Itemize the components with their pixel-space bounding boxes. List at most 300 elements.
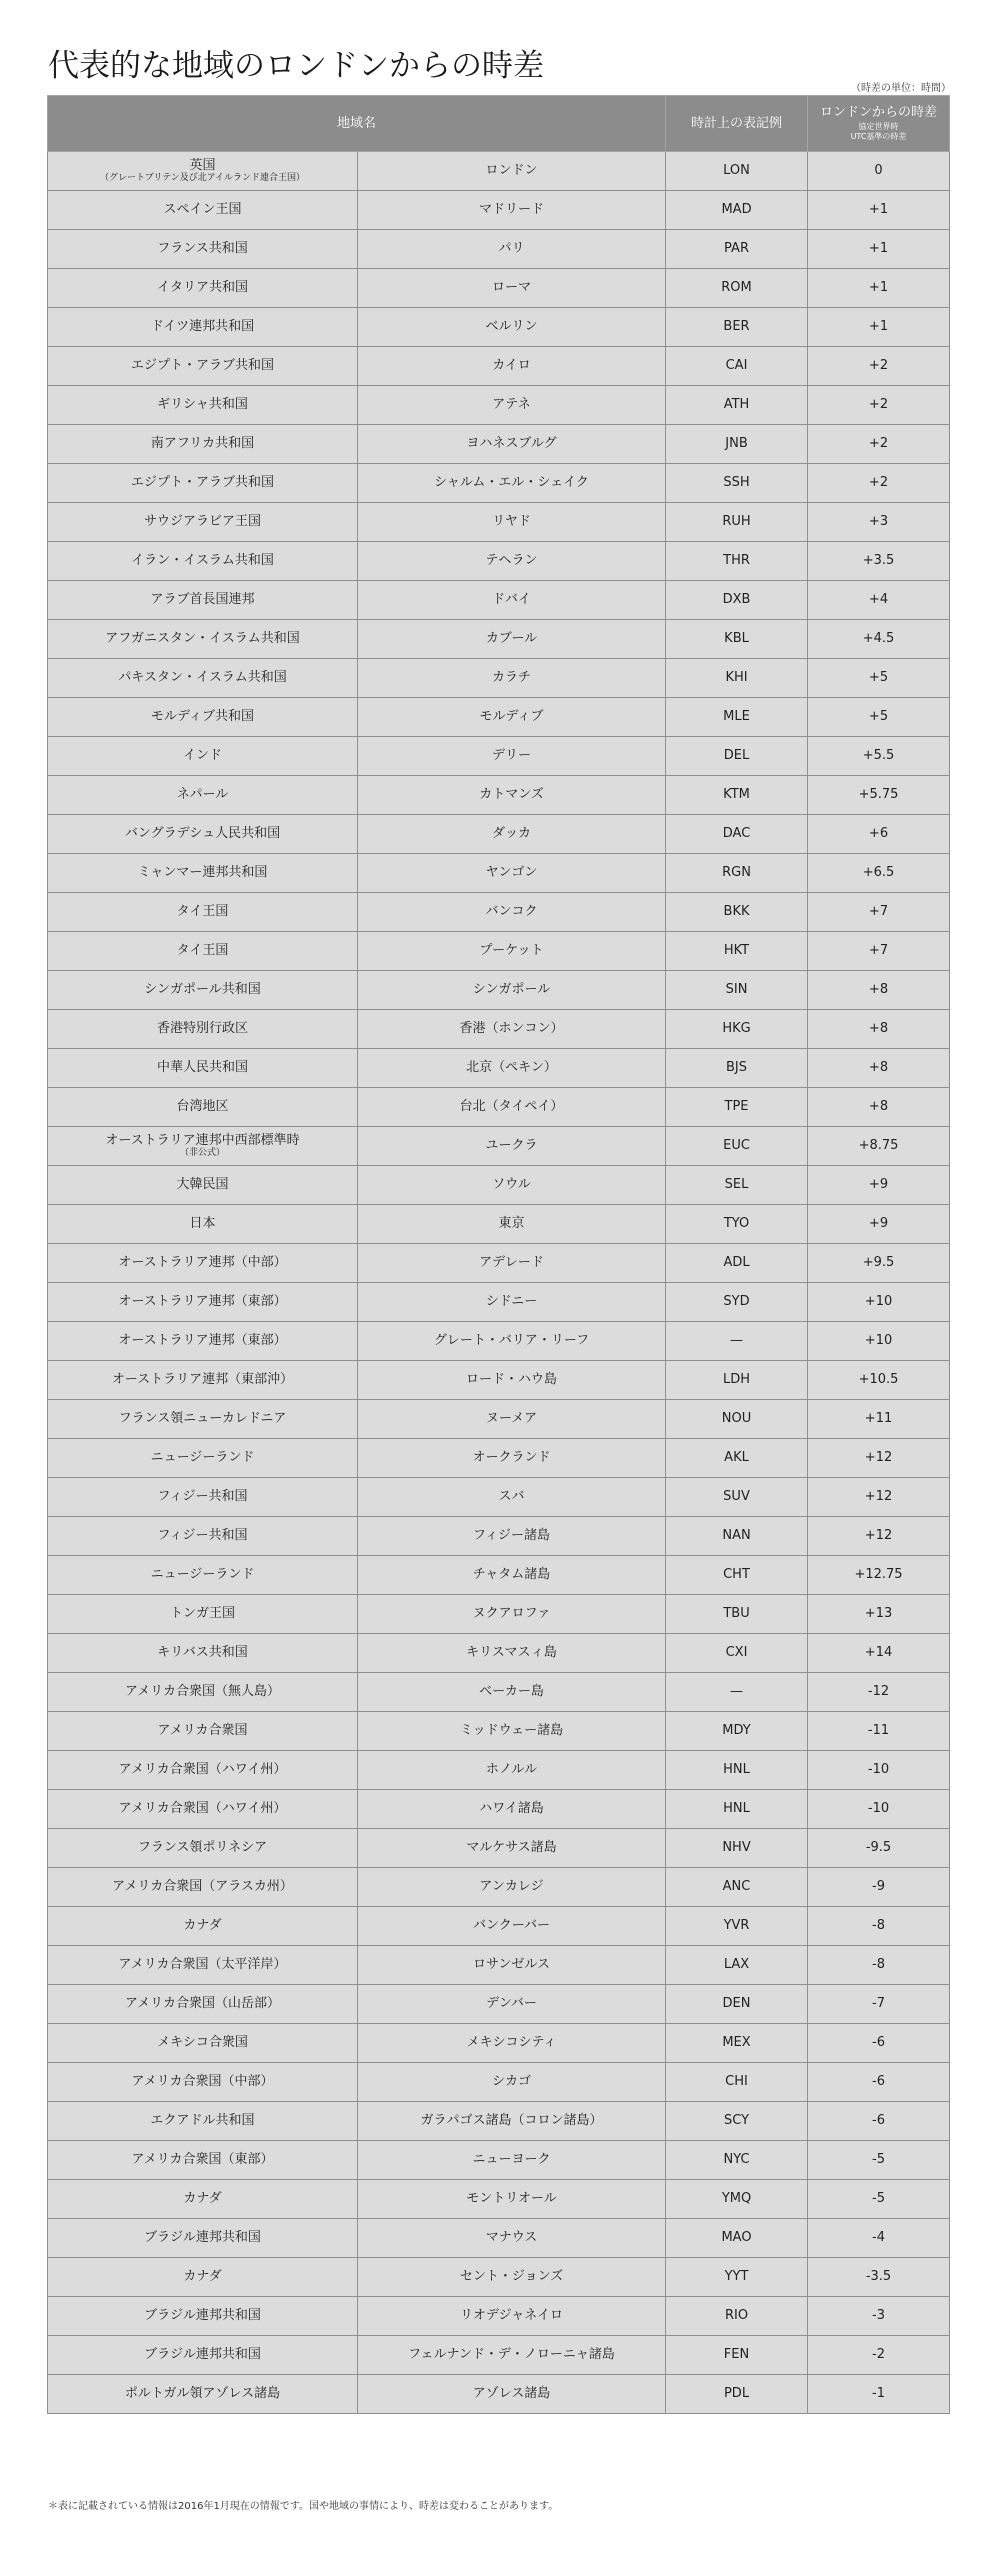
- cell-region: [48, 1400, 358, 1439]
- cell-diff: +1: [808, 191, 950, 230]
- cell-diff: +7: [808, 893, 950, 932]
- region-name: アフガニスタン・イスラム共和国: [105, 630, 300, 646]
- cell-city: ヌクアロファ: [358, 1595, 666, 1634]
- cell-diff: -12: [808, 1673, 950, 1712]
- cell-diff: -5: [808, 2141, 950, 2180]
- cell-city: デンバー: [358, 1985, 666, 2024]
- cell-diff: +3: [808, 503, 950, 542]
- cell-diff: +8.75: [808, 1127, 950, 1166]
- region-name: エクアドル共和国: [150, 2112, 255, 2128]
- table-row: [48, 2297, 950, 2336]
- cell-diff: +8: [808, 971, 950, 1010]
- region-name: 大韓民国: [176, 1176, 229, 1192]
- cell-region: [48, 1829, 358, 1868]
- cell-diff: -8: [808, 1946, 950, 1985]
- cell-region: [48, 1673, 358, 1712]
- cell-code: BER: [666, 308, 808, 347]
- cell-code: NHV: [666, 1829, 808, 1868]
- cell-diff: +9: [808, 1205, 950, 1244]
- table-row: [48, 1517, 950, 1556]
- region-name: オーストラリア連邦（東部沖）: [111, 1371, 294, 1387]
- cell-code: ADL: [666, 1244, 808, 1283]
- cell-diff: -3: [808, 2297, 950, 2336]
- cell-region: [48, 1751, 358, 1790]
- cell-region: [48, 2180, 358, 2219]
- region-name: アメリカ合衆国（山岳部）: [124, 1995, 281, 2011]
- region-name: アラブ首長国連邦: [150, 591, 255, 607]
- cell-diff: -4: [808, 2219, 950, 2258]
- cell-city: ホノルル: [358, 1751, 666, 1790]
- cell-code: KBL: [666, 620, 808, 659]
- cell-code: TBU: [666, 1595, 808, 1634]
- cell-city: オークランド: [358, 1439, 666, 1478]
- cell-city: ソウル: [358, 1166, 666, 1205]
- cell-region: [48, 1205, 358, 1244]
- region-name: オーストラリア連邦（中部）: [118, 1254, 287, 1270]
- table-row: [48, 425, 950, 464]
- cell-diff: +5.75: [808, 776, 950, 815]
- region-name: ポルトガル領アゾレス諸島: [124, 2385, 281, 2401]
- region-name: ミャンマー連邦共和国: [137, 864, 268, 880]
- cell-region: [48, 1790, 358, 1829]
- cell-diff: +5.5: [808, 737, 950, 776]
- region-name: パキスタン・イスラム共和国: [118, 669, 287, 685]
- cell-code: DEN: [666, 1985, 808, 2024]
- cell-region: [48, 854, 358, 893]
- table-row: [48, 1595, 950, 1634]
- region-name: エジプト・アラブ共和国: [130, 357, 274, 373]
- cell-code: SCY: [666, 2102, 808, 2141]
- time-difference-table: [47, 95, 950, 2414]
- region-name: タイ王国: [176, 942, 229, 958]
- cell-city: パリ: [358, 230, 666, 269]
- cell-diff: +1: [808, 230, 950, 269]
- region-name: アメリカ合衆国（ハワイ州）: [118, 1761, 287, 1777]
- cell-city: アテネ: [358, 386, 666, 425]
- table-row: [48, 698, 950, 737]
- region-name: ブラジル連邦共和国: [144, 2229, 261, 2245]
- cell-region: [48, 1946, 358, 1985]
- cell-code: TPE: [666, 1088, 808, 1127]
- cell-code: LDH: [666, 1361, 808, 1400]
- cell-region: [48, 386, 358, 425]
- cell-diff: -10: [808, 1790, 950, 1829]
- cell-diff: +12: [808, 1478, 950, 1517]
- cell-code: FEN: [666, 2336, 808, 2375]
- cell-code: KTM: [666, 776, 808, 815]
- table-row: [48, 2375, 950, 2414]
- table-row: [48, 1946, 950, 1985]
- cell-city: カブール: [358, 620, 666, 659]
- region-name: ブラジル連邦共和国: [144, 2307, 261, 2323]
- table-row: [48, 503, 950, 542]
- table-row: [48, 230, 950, 269]
- region-name: カナダ: [183, 2268, 222, 2284]
- cell-code: THR: [666, 542, 808, 581]
- table-row: [48, 1010, 950, 1049]
- region-name: ドイツ連邦共和国: [150, 318, 255, 334]
- cell-diff: -2: [808, 2336, 950, 2375]
- table-row: [48, 1361, 950, 1400]
- cell-city: 香港（ホンコン）: [358, 1010, 666, 1049]
- table-row: [48, 2063, 950, 2102]
- table-row: [48, 1868, 950, 1907]
- cell-region: [48, 1595, 358, 1634]
- cell-city: ベーカー島: [358, 1673, 666, 1712]
- table-row: [48, 1244, 950, 1283]
- region-name: ギリシャ共和国: [157, 396, 248, 412]
- cell-city: ヨハネスブルグ: [358, 425, 666, 464]
- table-row: [48, 1478, 950, 1517]
- table-row: [48, 347, 950, 386]
- region-name: アメリカ合衆国（アラスカ州）: [112, 1878, 293, 1894]
- cell-region: [48, 542, 358, 581]
- cell-city: ダッカ: [358, 815, 666, 854]
- region-name: フランス共和国: [157, 240, 248, 256]
- table-row: [48, 2141, 950, 2180]
- region-name: イタリア共和国: [156, 279, 248, 295]
- cell-diff: +10: [808, 1283, 950, 1322]
- region-name: 日本: [189, 1215, 216, 1231]
- cell-code: SSH: [666, 464, 808, 503]
- table-row: [48, 854, 950, 893]
- cell-code: HKG: [666, 1010, 808, 1049]
- table-row: [48, 1829, 950, 1868]
- cell-region: [48, 1985, 358, 2024]
- cell-code: LAX: [666, 1946, 808, 1985]
- cell-region: [48, 2219, 358, 2258]
- header-diff-sub-2: UTC基準の時差: [850, 132, 907, 142]
- region-name: 香港特別行政区: [156, 1020, 248, 1036]
- region-name: ネパール: [176, 786, 229, 802]
- cell-code: CHT: [666, 1556, 808, 1595]
- table-row: [48, 581, 950, 620]
- page-title: 代表的な地域のロンドンからの時差: [48, 48, 544, 84]
- cell-city: モルディブ: [358, 698, 666, 737]
- cell-region: [48, 620, 358, 659]
- table-row: [48, 191, 950, 230]
- region-name: シンガポール共和国: [144, 981, 261, 997]
- cell-region: [48, 425, 358, 464]
- cell-diff: +8: [808, 1088, 950, 1127]
- cell-region: [48, 1049, 358, 1088]
- cell-code: RIO: [666, 2297, 808, 2336]
- cell-city: テヘラン: [358, 542, 666, 581]
- region-name: バングラデシュ人民共和国: [124, 825, 281, 841]
- cell-region: [48, 191, 358, 230]
- table-row: [48, 776, 950, 815]
- cell-code: BJS: [666, 1049, 808, 1088]
- cell-city: ヤンゴン: [358, 854, 666, 893]
- cell-code: NAN: [666, 1517, 808, 1556]
- cell-code: DXB: [666, 581, 808, 620]
- cell-region: [48, 2141, 358, 2180]
- cell-region: [48, 230, 358, 269]
- region-name: エジプト・アラブ共和国: [130, 474, 274, 490]
- cell-region: [48, 347, 358, 386]
- cell-region: [48, 698, 358, 737]
- cell-diff: +4: [808, 581, 950, 620]
- cell-code: LON: [666, 152, 808, 191]
- cell-code: MDY: [666, 1712, 808, 1751]
- cell-code: —: [666, 1322, 808, 1361]
- table-row: [48, 1634, 950, 1673]
- cell-city: マドリード: [358, 191, 666, 230]
- cell-city: ローマ: [358, 269, 666, 308]
- table-row: [48, 737, 950, 776]
- table-row: [48, 1751, 950, 1790]
- cell-city: ロンドン: [358, 152, 666, 191]
- cell-code: DAC: [666, 815, 808, 854]
- cell-region: [48, 2258, 358, 2297]
- cell-code: CXI: [666, 1634, 808, 1673]
- region-name: 南アフリカ共和国: [150, 435, 255, 451]
- header-diff: [808, 96, 950, 152]
- table-row: [48, 386, 950, 425]
- region-name: フィジー共和国: [157, 1488, 248, 1504]
- cell-city: セント・ジョンズ: [358, 2258, 666, 2297]
- unit-note: （時差の単位：時間）: [851, 83, 951, 94]
- cell-city: リヤド: [358, 503, 666, 542]
- cell-region: [48, 1361, 358, 1400]
- cell-city: フェルナンド・デ・ノローニャ諸島: [358, 2336, 666, 2375]
- cell-code: ROM: [666, 269, 808, 308]
- table-row: [48, 2180, 950, 2219]
- cell-region: [48, 1907, 358, 1946]
- cell-code: HNL: [666, 1751, 808, 1790]
- cell-code: PAR: [666, 230, 808, 269]
- cell-diff: +10: [808, 1322, 950, 1361]
- cell-code: SUV: [666, 1478, 808, 1517]
- cell-diff: +9.5: [808, 1244, 950, 1283]
- cell-city: フィジー諸島: [358, 1517, 666, 1556]
- table-row: [48, 1205, 950, 1244]
- region-name: アメリカ合衆国（ハワイ州）: [118, 1800, 287, 1816]
- cell-diff: -6: [808, 2063, 950, 2102]
- region-name: アメリカ合衆国: [157, 1722, 248, 1738]
- region-name: カナダ: [183, 1917, 222, 1933]
- cell-city: ニューヨーク: [358, 2141, 666, 2180]
- cell-city: シンガポール: [358, 971, 666, 1010]
- cell-city: シドニー: [358, 1283, 666, 1322]
- cell-region: [48, 1478, 358, 1517]
- cell-city: ドバイ: [358, 581, 666, 620]
- table-row: [48, 2219, 950, 2258]
- table-row: [48, 971, 950, 1010]
- table-row: [48, 1985, 950, 2024]
- cell-region: [48, 1244, 358, 1283]
- cell-diff: +14: [808, 1634, 950, 1673]
- cell-code: YMQ: [666, 2180, 808, 2219]
- cell-diff: +1: [808, 308, 950, 347]
- table-row: [48, 893, 950, 932]
- cell-city: ガラパゴス諸島（コロン諸島）: [358, 2102, 666, 2141]
- header-code: 時計上の表記例: [666, 96, 808, 152]
- cell-city: マナウス: [358, 2219, 666, 2258]
- table-row: [48, 659, 950, 698]
- table-row: [48, 932, 950, 971]
- region-name: オーストラリア連邦（東部）: [118, 1332, 287, 1348]
- cell-code: ATH: [666, 386, 808, 425]
- region-name: タイ王国: [176, 903, 229, 919]
- region-name: フィジー共和国: [157, 1527, 248, 1543]
- cell-city: メキシコシティ: [358, 2024, 666, 2063]
- region-note: （グレートブリテン及び北アイルランド連合王国）: [100, 172, 305, 183]
- cell-city: ロサンゼルス: [358, 1946, 666, 1985]
- cell-diff: -9: [808, 1868, 950, 1907]
- cell-city: ユークラ: [358, 1127, 666, 1166]
- cell-diff: +1: [808, 269, 950, 308]
- cell-city: アンカレジ: [358, 1868, 666, 1907]
- cell-region: [48, 2375, 358, 2414]
- table-row: [48, 1907, 950, 1946]
- header-diff-label: ロンドンからの時差: [820, 105, 938, 121]
- cell-city: ヌーメア: [358, 1400, 666, 1439]
- region-name: スペイン王国: [163, 201, 242, 217]
- cell-region: [48, 2336, 358, 2375]
- cell-region: [48, 581, 358, 620]
- table-row: [48, 308, 950, 347]
- cell-region: [48, 893, 358, 932]
- cell-diff: 0: [808, 152, 950, 191]
- table-row: [48, 1322, 950, 1361]
- region-name: アメリカ合衆国（中部）: [131, 2073, 274, 2089]
- table-row: [48, 2102, 950, 2141]
- table-row: [48, 1127, 950, 1166]
- cell-city: アデレード: [358, 1244, 666, 1283]
- cell-city: リオデジャネイロ: [358, 2297, 666, 2336]
- cell-region: [48, 971, 358, 1010]
- cell-region: [48, 737, 358, 776]
- cell-city: ベルリン: [358, 308, 666, 347]
- cell-region: [48, 308, 358, 347]
- cell-diff: +6.5: [808, 854, 950, 893]
- cell-region: [48, 1088, 358, 1127]
- cell-diff: -3.5: [808, 2258, 950, 2297]
- cell-region: [48, 815, 358, 854]
- cell-code: RUH: [666, 503, 808, 542]
- cell-city: カイロ: [358, 347, 666, 386]
- region-name: オーストラリア連邦中西部標準時: [105, 1132, 300, 1148]
- cell-code: SEL: [666, 1166, 808, 1205]
- cell-city: ハワイ諸島: [358, 1790, 666, 1829]
- region-name: サウジアラビア王国: [143, 513, 261, 529]
- cell-code: MLE: [666, 698, 808, 737]
- cell-diff: +11: [808, 1400, 950, 1439]
- cell-diff: -8: [808, 1907, 950, 1946]
- region-name: ニュージーランド: [150, 1566, 255, 1582]
- table-row: [48, 620, 950, 659]
- cell-region: [48, 2063, 358, 2102]
- table-row: [48, 1673, 950, 1712]
- cell-city: ロード・ハウ島: [358, 1361, 666, 1400]
- cell-diff: +5: [808, 659, 950, 698]
- cell-city: グレート・バリア・リーフ: [358, 1322, 666, 1361]
- cell-code: HKT: [666, 932, 808, 971]
- table-row: [48, 2024, 950, 2063]
- cell-city: スバ: [358, 1478, 666, 1517]
- table-row: [48, 1049, 950, 1088]
- cell-code: SIN: [666, 971, 808, 1010]
- cell-diff: +10.5: [808, 1361, 950, 1400]
- header-diff-sub-1: 協定世界時: [858, 121, 899, 131]
- header-region: 地域名: [48, 96, 666, 152]
- cell-code: JNB: [666, 425, 808, 464]
- cell-region: [48, 2102, 358, 2141]
- cell-code: KHI: [666, 659, 808, 698]
- table-row: [48, 269, 950, 308]
- region-name: 英国: [189, 157, 216, 173]
- cell-city: キリスマスィ島: [358, 1634, 666, 1673]
- cell-code: MAO: [666, 2219, 808, 2258]
- region-name: フランス領ポリネシア: [137, 1839, 268, 1855]
- cell-diff: -7: [808, 1985, 950, 2024]
- cell-region: [48, 464, 358, 503]
- cell-diff: +3.5: [808, 542, 950, 581]
- region-name: 台湾地区: [176, 1098, 229, 1114]
- table-row: [48, 1439, 950, 1478]
- cell-region: [48, 1517, 358, 1556]
- region-name: キリバス共和国: [157, 1644, 248, 1660]
- cell-code: DEL: [666, 737, 808, 776]
- cell-city: ミッドウェー諸島: [358, 1712, 666, 1751]
- cell-region: [48, 152, 358, 191]
- cell-code: EUC: [666, 1127, 808, 1166]
- cell-code: BKK: [666, 893, 808, 932]
- cell-region: [48, 269, 358, 308]
- cell-region: [48, 1322, 358, 1361]
- cell-diff: +12: [808, 1517, 950, 1556]
- cell-region: [48, 1712, 358, 1751]
- region-name: トンガ王国: [169, 1605, 235, 1621]
- region-name: ニュージーランド: [150, 1449, 255, 1465]
- cell-code: NOU: [666, 1400, 808, 1439]
- cell-diff: -9.5: [808, 1829, 950, 1868]
- cell-region: [48, 2297, 358, 2336]
- table-row: [48, 1712, 950, 1751]
- table-row: [48, 1283, 950, 1322]
- cell-code: RGN: [666, 854, 808, 893]
- region-name: フランス領ニューカレドニア: [118, 1410, 287, 1426]
- table-row: [48, 1400, 950, 1439]
- cell-region: [48, 1868, 358, 1907]
- cell-code: AKL: [666, 1439, 808, 1478]
- cell-code: PDL: [666, 2375, 808, 2414]
- cell-code: TYO: [666, 1205, 808, 1244]
- region-name: オーストラリア連邦（東部）: [118, 1293, 287, 1309]
- region-name: カナダ: [183, 2190, 222, 2206]
- cell-diff: -10: [808, 1751, 950, 1790]
- cell-region: [48, 503, 358, 542]
- cell-code: —: [666, 1673, 808, 1712]
- cell-diff: +7: [808, 932, 950, 971]
- cell-diff: +2: [808, 347, 950, 386]
- cell-diff: +8: [808, 1049, 950, 1088]
- cell-city: 台北（タイペイ）: [358, 1088, 666, 1127]
- cell-city: デリー: [358, 737, 666, 776]
- table-row: [48, 1166, 950, 1205]
- table-row: [48, 464, 950, 503]
- table-row: [48, 815, 950, 854]
- region-name: アメリカ合衆国（太平洋岸）: [118, 1956, 287, 1972]
- table-body: [48, 152, 950, 2414]
- cell-region: [48, 1556, 358, 1595]
- region-name: 中華人民共和国: [156, 1059, 248, 1075]
- cell-code: NYC: [666, 2141, 808, 2180]
- region-note: （非公式）: [179, 1147, 225, 1158]
- cell-diff: -6: [808, 2102, 950, 2141]
- cell-diff: +12.75: [808, 1556, 950, 1595]
